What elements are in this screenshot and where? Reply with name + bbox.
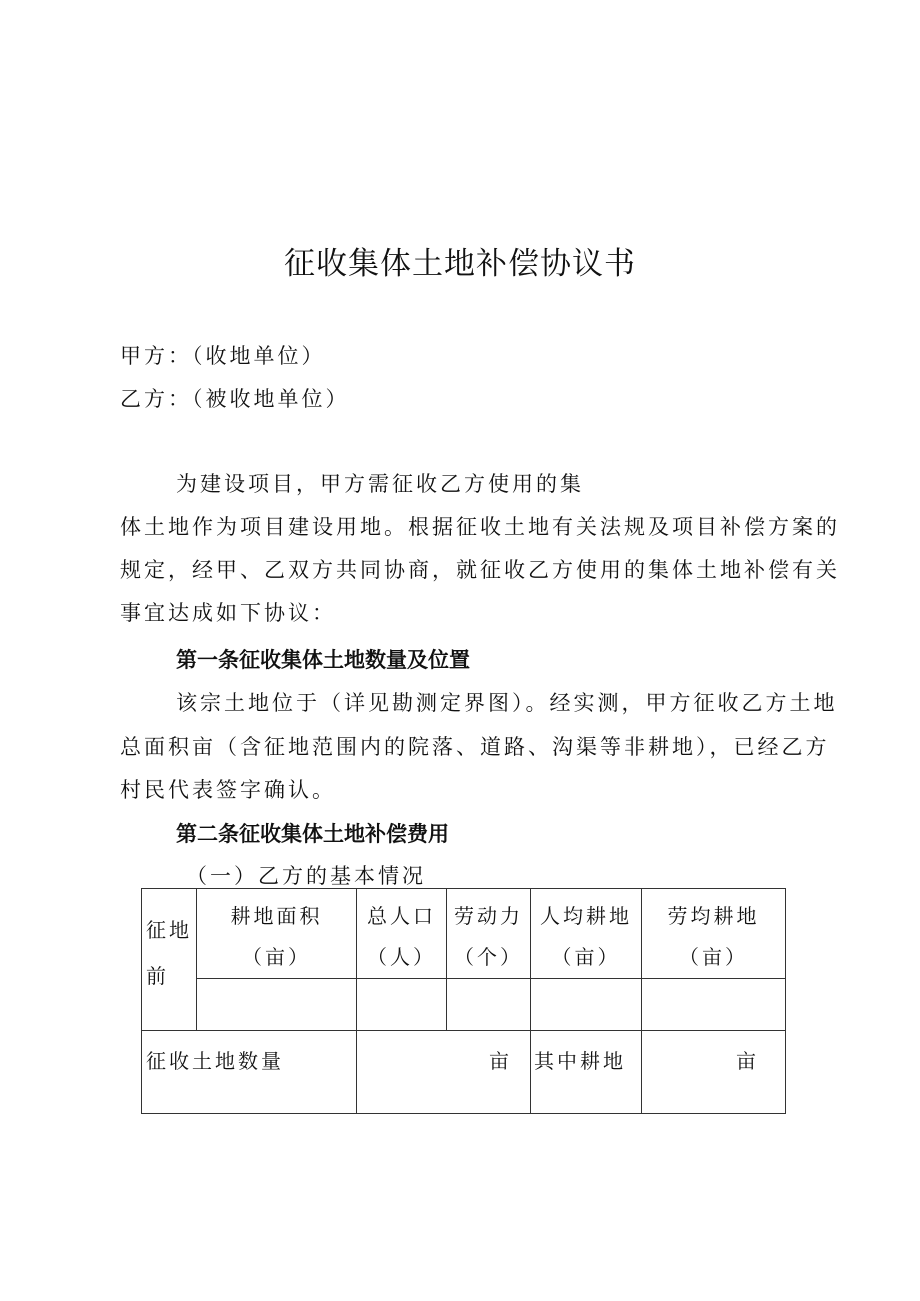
- col-cultivated-area: [197, 889, 357, 979]
- intro-line-3: 规定，经甲、乙双方共同协商，就征收乙方使用的集体土地补偿有关: [120, 558, 840, 582]
- cultivated-land-label: 其中耕地: [531, 1031, 642, 1114]
- col-labor-force-unit: （个）: [454, 945, 523, 969]
- col-per-laborer-land-label: 劳均耕地: [667, 904, 760, 928]
- page-title: 征收集体土地补偿协议书: [284, 246, 636, 282]
- article-1-line-3: 村民代表签字确认。: [120, 778, 336, 802]
- article-1-heading: 第一条征收集体土地数量及位置: [176, 648, 470, 672]
- intro-line-1: 为建设项目，甲方需征收乙方使用的集: [176, 472, 584, 496]
- party-b: 乙方：（被收地单位）: [120, 387, 350, 411]
- row-label-line-1: 征地: [146, 918, 192, 942]
- col-per-capita-land-unit: （亩）: [551, 945, 621, 969]
- col-total-population-label: 总人口: [367, 904, 436, 928]
- row-label-line-2: 前: [146, 964, 169, 988]
- col-total-population-unit: （人）: [367, 945, 436, 969]
- cell-cultivated-area-value[interactable]: [197, 979, 357, 1031]
- article-2-subheading: （一）乙方的基本情况: [186, 864, 426, 888]
- col-per-capita-land: [531, 889, 642, 979]
- col-labor-force-label: 劳动力: [454, 904, 523, 928]
- land-quantity-label: 征收土地数量: [142, 1031, 357, 1114]
- intro-line-4: 事宜达成如下协议：: [120, 601, 336, 625]
- article-1-line-1: 该宗土地位于（详见勘测定界图）。经实测，甲方征收乙方土地: [176, 691, 838, 715]
- col-per-capita-land-label: 人均耕地: [540, 904, 632, 928]
- cultivated-land-unit[interactable]: 亩: [642, 1031, 786, 1114]
- cell-per-capita-land-value[interactable]: [531, 979, 642, 1031]
- col-cultivated-area-label: 耕地面积: [230, 904, 323, 928]
- cell-labor-force-value[interactable]: [447, 979, 531, 1031]
- article-1-line-2: 总面积亩（含征地范围内的院落、道路、沟渠等非耕地），已经乙方: [120, 735, 830, 759]
- row-label-before-acquisition: [142, 889, 197, 1031]
- article-2-heading: 第二条征收集体土地补偿费用: [176, 822, 449, 846]
- col-labor-force: [447, 889, 531, 979]
- land-quantity-unit[interactable]: 亩: [357, 1031, 531, 1114]
- party-a: 甲方：（收地单位）: [120, 344, 326, 368]
- col-cultivated-area-unit: （亩）: [242, 945, 311, 969]
- col-total-population: [357, 889, 447, 979]
- intro-line-2: 体土地作为项目建设用地。根据征收土地有关法规及项目补偿方案的: [120, 515, 840, 539]
- cell-per-laborer-land-value[interactable]: [642, 979, 786, 1031]
- col-per-laborer-land-unit: （亩）: [679, 945, 748, 969]
- basic-info-table: [141, 888, 786, 1114]
- col-per-laborer-land: [642, 889, 786, 979]
- cell-total-population-value[interactable]: [357, 979, 447, 1031]
